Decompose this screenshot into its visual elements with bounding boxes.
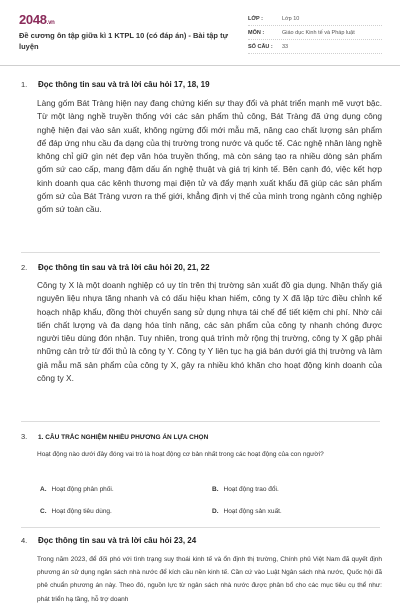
logo-main: 2048 bbox=[19, 12, 47, 27]
question-title: Đọc thông tin sau và trả lời câu hỏi 20, 21, 22 bbox=[38, 263, 210, 272]
meta-value: 33 bbox=[282, 43, 289, 50]
divider bbox=[21, 527, 380, 528]
question-2-passage: Công ty X là một doanh nghiệp có uy tín trên thị trường sản xuất đồ gia dụng. Nhận thấy giá nguyên liệu nhựa tăng nhanh và có dấu hiệu khan hiếm, công ty X đã lập tức điều chỉnh kế hoạch nhập khẩu, đồng thời chuyển sang sử dụng nhựa tái chế để tiết kiệm chi phí. Nhờ cải tiến chất lượng và đa dạng hóa tính năng, các sản phẩm của công ty nhanh chóng được người tiêu dùng đón nhận. Tuy nhiên, trong quá trình mở rộng thị trường, công ty X gặp phải những cản trở từ đối thủ là công ty Y. Công ty Y liên tục hạ giá bán dưới giá thị trường và làm giả mẫu mã sản phẩm của công ty X, gây ra nhiều khó khăn cho hoạt động kinh doanh của công ty X. bbox=[37, 280, 382, 384]
question-2-header bbox=[21, 263, 210, 272]
meta-key: SỐ CÂU : bbox=[248, 43, 273, 50]
document-meta bbox=[248, 12, 382, 54]
option-letter: A. bbox=[40, 486, 47, 493]
question-4-header bbox=[21, 536, 196, 545]
option-c[interactable] bbox=[40, 508, 112, 515]
divider bbox=[21, 421, 380, 422]
option-text: Hoạt động tiêu dùng. bbox=[51, 508, 112, 515]
meta-key: MÔN : bbox=[248, 29, 265, 36]
question-number: 1. bbox=[21, 80, 28, 89]
question-1-passage: Làng gốm Bát Tràng hiện nay đang chứng kiến sự thay đổi và phát triển mạnh mẽ vượt bậc. Từ một làng nghề truyền thống với các sản phẩm thủ công, Bát Tràng đã ứng dụng công nghệ hiện đại vào sản xuất, không ngừng đổi mới mẫu mã, nâng cao chất lượng sản phẩm để đáp ứng nhu cầu đa dạng của thị trường trong nước và quốc tế. Các nghệ nhân làng nghề không chỉ giữ gìn nét đẹp văn hóa truyền thống, mà còn sáng tạo ra nhiều dòng sản phẩm gốm sứ cao cấp, mang đậm dấu ấn nghệ thuật và giá trị kinh tế. Bên cạnh đó, việc kết hợp kinh doanh qua các kênh thương mại điện tử và đẩy mạnh xuất khẩu đã giúp các sản phẩm gốm sứ của Bát Tràng vươn ra thế giới, khẳng định vị thế của mình trong ngành công nghiệp gốm sứ toàn cầu. bbox=[37, 98, 382, 215]
question-4-passage: Trong năm 2023, để đối phó với tình trạng suy thoái kinh tế và ổn định thị trường, Chính phủ Việt Nam đã quyết định phương án sử dụng ngân sách nhà nước để kích cầu nền kinh tế. Cần cứ vào Luật Ngân sách nhà nước, Quốc hội đã phê chuẩn phương án này. Theo đó, nguồn lực từ ngân sách nhà nước được phân bổ cho các mục tiêu cụ thể như: phát triển hạ tầng, hỗ trợ doanh bbox=[37, 556, 382, 603]
option-letter: B. bbox=[212, 486, 219, 493]
question-number: 3. bbox=[21, 432, 28, 441]
question-number: 4. bbox=[21, 536, 28, 545]
option-b[interactable] bbox=[212, 486, 279, 493]
option-text: Hoạt động sản xuất. bbox=[223, 508, 282, 515]
meta-subject bbox=[248, 26, 382, 40]
option-text: Hoạt động phân phối. bbox=[51, 486, 114, 493]
question-3-prompt: Hoạt động nào dưới đây đóng vai trò là hoạt động cơ bản nhất trong các hoạt động của con người? bbox=[37, 451, 324, 458]
question-title: 1. CÂU TRẮC NGHIỆM NHIỀU PHƯƠNG ÁN LỰA CHỌN bbox=[38, 434, 209, 441]
question-title: Đọc thông tin sau và trả lời câu hỏi 23, 24 bbox=[38, 536, 197, 545]
site-logo[interactable] bbox=[19, 12, 55, 27]
option-a[interactable] bbox=[40, 486, 114, 493]
divider bbox=[21, 252, 380, 253]
option-letter: D. bbox=[212, 508, 219, 515]
meta-value: Giáo dục Kinh tế và Pháp luật bbox=[282, 29, 355, 36]
logo-tld: .vn bbox=[46, 20, 55, 26]
meta-value: Lớp 10 bbox=[282, 15, 300, 22]
option-text: Hoạt động trao đổi. bbox=[223, 486, 279, 493]
option-letter: C. bbox=[40, 508, 47, 515]
question-number: 2. bbox=[21, 263, 28, 272]
question-title: Đọc thông tin sau và trả lời câu hỏi 17, 18, 19 bbox=[38, 80, 210, 89]
page-header bbox=[0, 0, 400, 66]
meta-question-count bbox=[248, 40, 382, 54]
meta-key: LỚP : bbox=[248, 15, 263, 22]
question-1-header bbox=[21, 80, 210, 89]
option-d[interactable] bbox=[212, 508, 282, 515]
meta-class bbox=[248, 12, 382, 26]
document-title: Đề cương ôn tập giữa kì 1 KTPL 10 (có đáp án) - Bài tập tự luyện bbox=[19, 31, 229, 51]
question-3-header bbox=[21, 432, 208, 441]
